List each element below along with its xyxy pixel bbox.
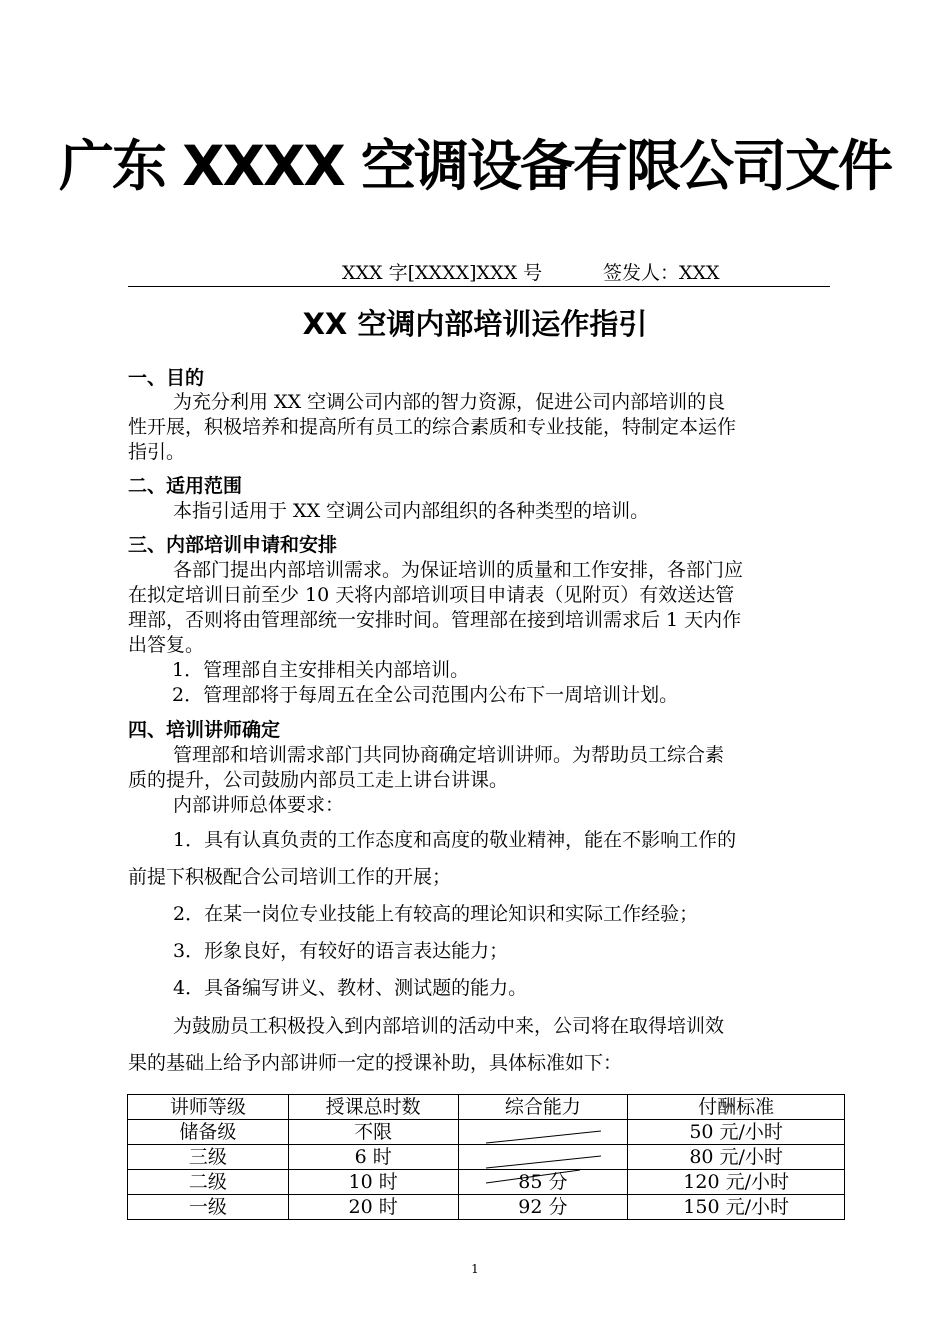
- section-2-text: 本指引适用于 XX 空调公司内部组织的各种类型的培训。: [173, 500, 650, 522]
- table-header-cell: 付酬标准: [628, 1095, 845, 1120]
- table-cell: 150 元/小时: [628, 1195, 845, 1220]
- section-3-heading: 三、内部培训申请和安排: [128, 534, 338, 556]
- section-3-item-2: 2．管理部将于每周五在全公司范围内公布下一周培训计划。: [172, 684, 679, 706]
- section-3-line-1: 各部门提出内部培训需求。为保证培训的质量和工作安排，各部门应: [173, 559, 744, 581]
- section-1-line-3: 指引。: [128, 441, 186, 463]
- table-cell: 20 时: [288, 1195, 458, 1220]
- diagonal-stroke: [486, 1156, 601, 1168]
- section-4-heading: 四、培训讲师确定: [128, 719, 281, 741]
- section-4-line-1: 管理部和培训需求部门共同协商确定培训讲师。为帮助员工综合素: [173, 744, 725, 766]
- section-4-line-2: 质的提升，公司鼓励内部员工走上讲台讲课。: [128, 769, 509, 791]
- requirement-1-line-2: 前提下积极配合公司培训工作的开展；: [128, 866, 452, 888]
- requirement-2: 2．在某一岗位专业技能上有较高的理论知识和实际工作经验；: [173, 903, 699, 925]
- requirement-3: 3．形象良好，有较好的语言表达能力；: [173, 940, 509, 962]
- section-3-item-1: 1．管理部自主安排相关内部培训。: [172, 659, 470, 681]
- section-2-heading: 二、适用范围: [128, 475, 243, 497]
- section-3-line-2: 在拟定培训日前至少 10 天将内部培训项目申请表（见附页）有效送达管: [128, 584, 735, 606]
- document-title: XX 空调内部培训运作指引: [302, 307, 648, 341]
- reward-line-2: 果的基础上给予内部讲师一定的授课补助，具体标准如下：: [128, 1052, 623, 1074]
- requirement-1-line-1: 1．具有认真负责的工作态度和高度的敬业精神，能在不影响工作的: [173, 829, 737, 851]
- table-cell: 92 分: [458, 1195, 628, 1220]
- table-cell: 不限: [288, 1120, 458, 1145]
- table-cell: 储备级: [128, 1120, 289, 1145]
- table-cell: 6 时: [288, 1145, 458, 1170]
- table-cell: 二级: [128, 1170, 289, 1195]
- table-header-cell: 综合能力: [458, 1095, 628, 1120]
- document-header-title: 广东 XXXX 空调设备有限公司文件: [59, 134, 891, 198]
- section-3-line-4: 出答复。: [128, 634, 205, 656]
- section-1-line-2: 性开展，积极培养和提高所有员工的综合素质和专业技能，特制定本运作: [128, 416, 737, 438]
- table-cell: 85 分: [458, 1170, 628, 1195]
- page-number: 1: [471, 1262, 479, 1276]
- reference-number: XXX 字[XXXX]XXX 号: [342, 262, 543, 284]
- diagonal-stroke: [486, 1170, 580, 1183]
- requirement-4: 4．具备编写讲义、教材、测试题的能力。: [173, 977, 528, 999]
- table-cell: 50 元/小时: [628, 1120, 845, 1145]
- section-1-heading: 一、目的: [128, 367, 205, 389]
- section-1-line-1: 为充分利用 XX 空调公司内部的智力资源，促进公司内部培训的良: [173, 391, 726, 413]
- table-cell: 80 元/小时: [628, 1145, 845, 1170]
- diagonal-stroke: [486, 1131, 601, 1143]
- table-header-cell: 讲师等级: [128, 1095, 289, 1120]
- table-cell: 三级: [128, 1145, 289, 1170]
- table-header-cell: 授课总时数: [288, 1095, 458, 1120]
- reward-line-1: 为鼓励员工积极投入到内部培训的活动中来，公司将在取得培训效: [173, 1015, 725, 1037]
- section-3-line-3: 理部，否则将由管理部统一安排时间。管理部在接到培训需求后 1 天内作: [128, 609, 742, 631]
- table-cell: 120 元/小时: [628, 1170, 845, 1195]
- table-cell: 10 时: [288, 1170, 458, 1195]
- table-cell: 一级: [128, 1195, 289, 1220]
- signer: 签发人：XXX: [603, 262, 720, 284]
- section-4-requirements-intro: 内部讲师总体要求：: [173, 794, 345, 816]
